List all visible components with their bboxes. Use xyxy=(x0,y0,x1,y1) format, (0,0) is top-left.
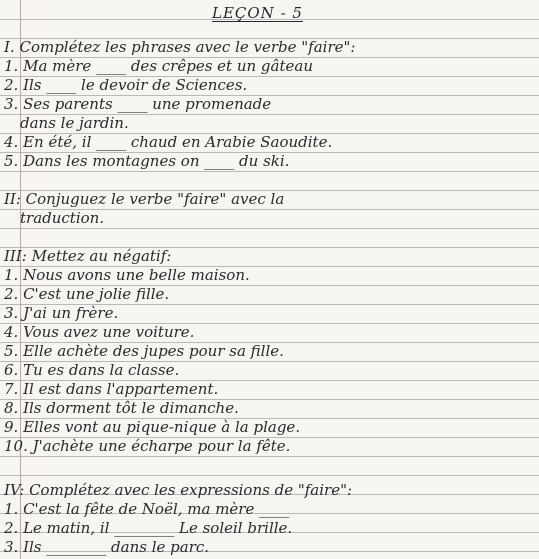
section-4-item: 2. Le matin, il ________ Le soleil brille. xyxy=(4,519,293,537)
section-1-item: 2. Ils ____ le devoir de Sciences. xyxy=(4,76,248,94)
section-3-item: 6. Tu es dans la classe. xyxy=(4,361,180,379)
section-2-instruction-cont: traduction. xyxy=(20,209,105,227)
section-3-instruction: III: Mettez au négatif: xyxy=(4,247,172,265)
section-1-item: 4. En été, il ____ chaud en Arabie Saoudite. xyxy=(4,133,333,151)
section-3-item: 10. J'achète une écharpe pour la fête. xyxy=(4,437,291,455)
section-3-item: 8. Ils dorment tôt le dimanche. xyxy=(4,399,239,417)
section-1-item: 1. Ma mère ____ des crêpes et un gâteau xyxy=(4,57,313,75)
section-3-item: 7. Il est dans l'appartement. xyxy=(4,380,219,398)
section-4-item: 3. Ils ________ dans le parc. xyxy=(4,538,210,556)
section-1-item: 5. Dans les montagnes on ____ du ski. xyxy=(4,152,290,170)
section-3-item: 5. Elle achète des jupes pour sa fille. xyxy=(4,342,284,360)
page-title: LEÇON - 5 xyxy=(212,4,303,22)
section-3-item: 3. J'ai un frère. xyxy=(4,304,119,322)
section-3-item: 1. Nous avons une belle maison. xyxy=(4,266,250,284)
section-1-instruction: I. Complétez les phrases avec le verbe "faire": xyxy=(4,38,356,56)
section-2-instruction: II: Conjuguez le verbe "faire" avec la xyxy=(4,190,285,208)
section-4-instruction: IV: Complétez avec les expressions de "faire": xyxy=(4,481,353,499)
section-3-item: 4. Vous avez une voiture. xyxy=(4,323,195,341)
section-3-item: 2. C'est une jolie fille. xyxy=(4,285,170,303)
section-1-item: dans le jardin. xyxy=(20,114,129,132)
section-3-item: 9. Elles vont au pique-nique à la plage. xyxy=(4,418,301,436)
section-1-item: 3. Ses parents ____ une promenade xyxy=(4,95,272,113)
section-4-item: 1. C'est la fête de Noël, ma mère ____ xyxy=(4,500,290,518)
